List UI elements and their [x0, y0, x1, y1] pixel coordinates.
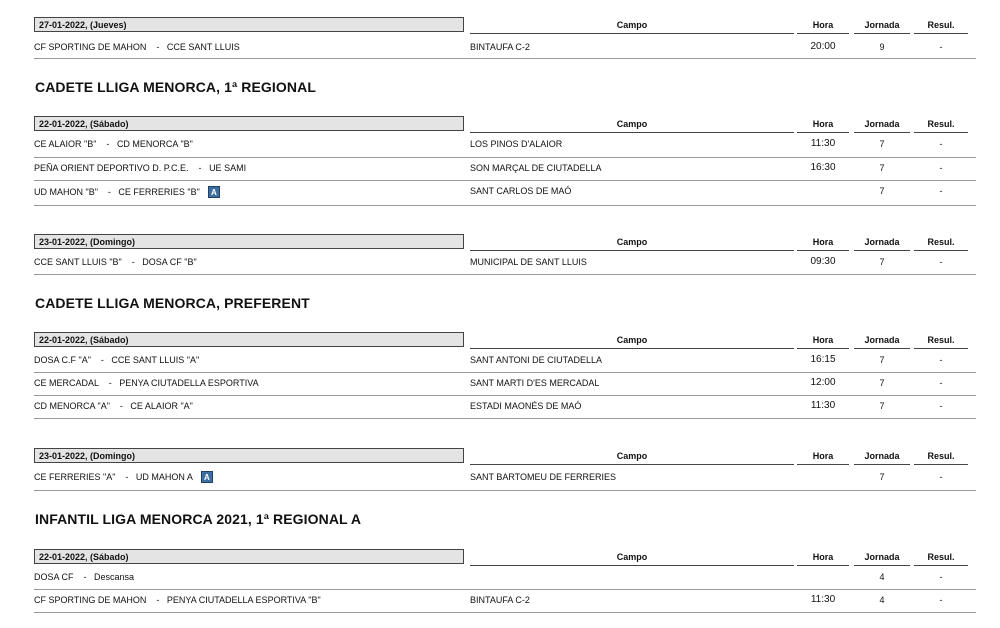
home-team: CF SPORTING DE MAHON [34, 42, 147, 52]
section-title: CADETE LLIGA MENORCA, PREFERENT [35, 295, 310, 311]
home-team: CE FERRERIES "A" [34, 472, 116, 482]
pending-a-icon[interactable]: A [208, 186, 220, 198]
match-teams: CE FERRERIES "A" - UD MAHON A A [34, 471, 213, 484]
col-campo: Campo [470, 236, 794, 251]
group-header [34, 17, 976, 37]
match-jornada: 7 [879, 401, 885, 411]
col-hora: Hora [797, 118, 849, 133]
field-name: SANT MARTI D'ES MERCADAL [470, 378, 600, 388]
match-jornada: 7 [879, 139, 885, 149]
fixtures-page [34, 0, 976, 628]
section-title: INFANTIL LIGA MENORCA 2021, 1ª REGIONAL A [35, 511, 362, 527]
group-header [34, 332, 976, 352]
col-jornada: Jornada [854, 334, 910, 349]
match-result: - [939, 472, 943, 482]
col-campo: Campo [470, 118, 794, 133]
home-team: DOSA C.F "A" [34, 355, 91, 365]
match-date: 22-01-2022, (Sábado) [34, 549, 464, 564]
col-campo: Campo [470, 19, 794, 34]
field-name: LOS PINOS D'ALAIOR [470, 139, 563, 149]
group-header [34, 234, 976, 254]
match-group [34, 234, 976, 275]
group-header [34, 448, 976, 468]
match-time: 11:30 [810, 400, 836, 411]
home-team: CD MENORCA "A" [34, 401, 110, 411]
match-result: - [939, 355, 943, 365]
match-jornada: 7 [879, 163, 885, 173]
col-hora: Hora [797, 551, 849, 566]
pending-a-icon[interactable]: A [201, 471, 213, 483]
col-jornada: Jornada [854, 236, 910, 251]
col-jornada: Jornada [854, 450, 910, 465]
match-result: - [939, 595, 943, 605]
match-jornada: 7 [879, 472, 885, 482]
match-teams: CF SPORTING DE MAHON - PENYA CIUTADELLA ESPORTIVA "B" [34, 595, 321, 605]
match-time: 11:30 [810, 594, 836, 605]
section-title: CADETE LLIGA MENORCA, 1ª REGIONAL [35, 79, 316, 95]
match-row [34, 254, 976, 275]
match-teams: DOSA CF - Descansa [34, 572, 135, 582]
field-name: BINTAUFA C-2 [470, 595, 530, 605]
match-row [34, 468, 976, 491]
match-result: - [939, 572, 943, 582]
match-row [34, 181, 976, 206]
col-jornada: Jornada [854, 118, 910, 133]
match-date: 22-01-2022, (Sábado) [34, 332, 464, 347]
col-resul: Resul. [914, 236, 968, 251]
match-date: 23-01-2022, (Domingo) [34, 448, 464, 463]
match-result: - [939, 42, 943, 52]
field-name: SANT ANTONI DE CIUTADELLA [470, 355, 603, 365]
home-team: CCE SANT LLUIS "B" [34, 257, 122, 267]
match-time: 11:30 [810, 138, 836, 149]
match-time: 20:00 [810, 41, 836, 52]
field-name: SANT CARLOS DE MAÓ [470, 186, 572, 196]
match-teams: CE ALAIOR "B" - CD MENORCA "B" [34, 139, 193, 149]
match-result: - [939, 378, 943, 388]
col-hora: Hora [797, 450, 849, 465]
match-result: - [939, 139, 943, 149]
col-resul: Resul. [914, 450, 968, 465]
match-time: 09:30 [810, 256, 836, 267]
home-team: CE MERCADAL [34, 378, 99, 388]
away-team: PENYA CIUTADELLA ESPORTIVA [119, 378, 259, 388]
match-row [34, 136, 976, 158]
match-teams: DOSA C.F "A" - CCE SANT LLUIS "A" [34, 355, 200, 365]
home-team: DOSA CF [34, 572, 74, 582]
match-teams: CCE SANT LLUIS "B" - DOSA CF "B" [34, 257, 197, 267]
match-teams: CE MERCADAL - PENYA CIUTADELLA ESPORTIVA [34, 378, 259, 388]
field-name: ESTADI MAONÉS DE MAÓ [470, 401, 582, 411]
field-name: MUNICIPAL DE SANT LLUIS [470, 257, 587, 267]
match-group [34, 17, 976, 59]
field-name: SON MARÇAL DE CIUTADELLA [470, 163, 602, 173]
col-resul: Resul. [914, 334, 968, 349]
home-team: UD MAHON "B" [34, 187, 98, 197]
match-row [34, 352, 976, 373]
match-row [34, 37, 976, 59]
match-result: - [939, 257, 943, 267]
match-date: 22-01-2022, (Sábado) [34, 116, 464, 131]
col-campo: Campo [470, 334, 794, 349]
match-date: 23-01-2022, (Domingo) [34, 234, 464, 249]
col-resul: Resul. [914, 551, 968, 566]
away-team: CCE SANT LLUIS "A" [111, 355, 200, 365]
home-team: CF SPORTING DE MAHON [34, 595, 147, 605]
away-team: CE ALAIOR "A" [130, 401, 193, 411]
match-teams: CD MENORCA "A" - CE ALAIOR "A" [34, 401, 193, 411]
away-team: CE FERRERIES "B" [118, 187, 200, 197]
match-row [34, 373, 976, 396]
match-result: - [939, 186, 943, 196]
col-resul: Resul. [914, 19, 968, 34]
away-team: Descansa [94, 572, 135, 582]
col-jornada: Jornada [854, 551, 910, 566]
match-time: 16:30 [810, 162, 836, 173]
away-team: DOSA CF "B" [142, 257, 197, 267]
col-jornada: Jornada [854, 19, 910, 34]
away-team: UE SAMI [209, 163, 247, 173]
field-name: BINTAUFA C-2 [470, 42, 530, 52]
col-campo: Campo [470, 450, 794, 465]
match-jornada: 7 [879, 355, 885, 365]
match-row [34, 569, 976, 590]
match-teams: UD MAHON "B" - CE FERRERIES "B" A [34, 186, 220, 199]
match-group [34, 332, 976, 419]
match-teams: PEÑA ORIENT DEPORTIVO D. P.C.E. - UE SAMI [34, 163, 247, 173]
col-resul: Resul. [914, 118, 968, 133]
match-jornada: 9 [879, 42, 885, 52]
field-name: SANT BARTOMEU DE FERRERIES [470, 472, 617, 482]
match-jornada: 7 [879, 257, 885, 267]
match-row [34, 396, 976, 419]
match-result: - [939, 401, 943, 411]
away-team: CCE SANT LLUIS [166, 42, 240, 52]
col-hora: Hora [797, 19, 849, 34]
match-result: - [939, 163, 943, 173]
match-time: 16:15 [810, 354, 836, 365]
match-teams: CF SPORTING DE MAHON - CCE SANT LLUIS [34, 42, 240, 52]
home-team: PEÑA ORIENT DEPORTIVO D. P.C.E. [34, 163, 189, 173]
match-date: 27-01-2022, (Jueves) [34, 17, 464, 32]
col-hora: Hora [797, 236, 849, 251]
match-row [34, 158, 976, 181]
match-jornada: 4 [879, 595, 885, 605]
home-team: CE ALAIOR "B" [34, 139, 97, 149]
col-campo: Campo [470, 551, 794, 566]
group-header [34, 116, 976, 136]
away-team: CD MENORCA "B" [116, 139, 193, 149]
match-group [34, 448, 976, 491]
match-jornada: 4 [879, 572, 885, 582]
match-group [34, 549, 976, 613]
match-group [34, 116, 976, 206]
away-team: UD MAHON A [135, 472, 193, 482]
col-hora: Hora [797, 334, 849, 349]
match-jornada: 7 [879, 378, 885, 388]
match-row [34, 590, 976, 613]
group-header [34, 549, 976, 569]
away-team: PENYA CIUTADELLA ESPORTIVA "B" [166, 595, 321, 605]
match-jornada: 7 [879, 186, 885, 196]
match-time: 12:00 [810, 377, 836, 388]
